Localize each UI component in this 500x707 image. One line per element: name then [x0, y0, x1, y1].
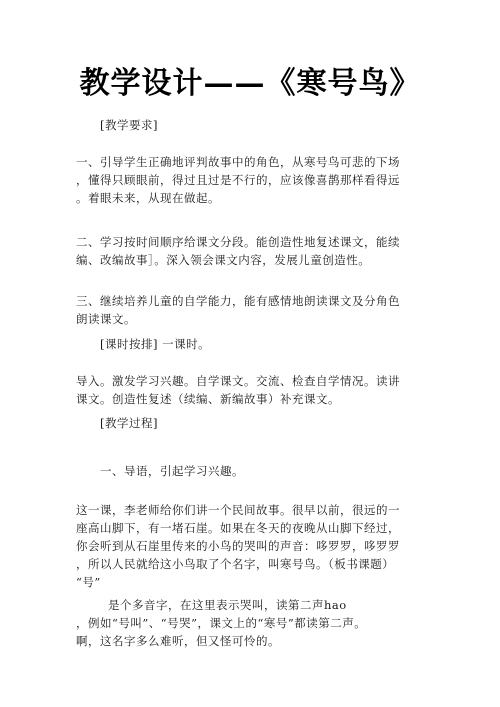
- paragraph-line: “号”: [76, 575, 101, 589]
- paragraph-line: 座高山脚下，有一堵石崖。如果在冬天的夜晚从山脚下经过，: [76, 521, 400, 535]
- paragraph-line: 啊，这名字多么难听，但又怪可怜的。: [76, 634, 280, 648]
- paragraph-line: 这一课，李老师给你们讲一个民间故事。很早以前，很远的一: [76, 503, 400, 517]
- section-heading-schedule: [课时按排] 一课时。: [100, 337, 211, 351]
- paragraph-line: 朗读课文。: [76, 312, 136, 326]
- paragraph-line: 编、改编故事］。深入领会课文内容，发展儿童创造性。: [76, 253, 371, 267]
- section-heading-process: [教学过程]: [100, 416, 158, 430]
- paragraph-line: 二、学习按时间顺序给课文分段。能创造性地复述课文，能续: [76, 235, 400, 249]
- subsection-heading: 一、导语，引起学习兴趣。: [100, 464, 244, 478]
- paragraph-line: ，所以人民就给这小鸟取了个名字，叫寒号鸟。（板书课题）: [76, 557, 395, 571]
- document-title: 教学设计——《寒号鸟》: [79, 66, 421, 101]
- paragraph-line: ，懂得只顾眼前，得过且过是不行的，应该像喜鹊那样看得远: [76, 173, 400, 187]
- paragraph-line: 。着眼未来，从现在做起。: [76, 191, 220, 205]
- paragraph-line: 导入。激发学习兴趣。自学课文。交流、检查自学情况。读讲: [76, 374, 400, 388]
- paragraph-line: 课文。创造性复述（续编、新编故事）补充课文。: [76, 392, 340, 406]
- paragraph-line: 三、继续培养儿童的自学能力，能有感情地朗读课文及分角色: [76, 294, 400, 308]
- paragraph-line: 是个多音字，在这里表示哭叫，读第二声hao: [108, 598, 347, 612]
- paragraph-line: 你会听到从石崖里传来的小鸟的哭叫的声音：哆罗罗，哆罗罗: [76, 539, 400, 553]
- section-heading-requirements: [教学要求]: [100, 118, 158, 132]
- paragraph-line: ，例如“号叫”、“号哭”，课文上的“寒号”都读第二声。: [76, 616, 367, 630]
- paragraph-line: 一、引导学生正确地评判故事中的角色，从寒号鸟可悲的下场: [76, 155, 400, 169]
